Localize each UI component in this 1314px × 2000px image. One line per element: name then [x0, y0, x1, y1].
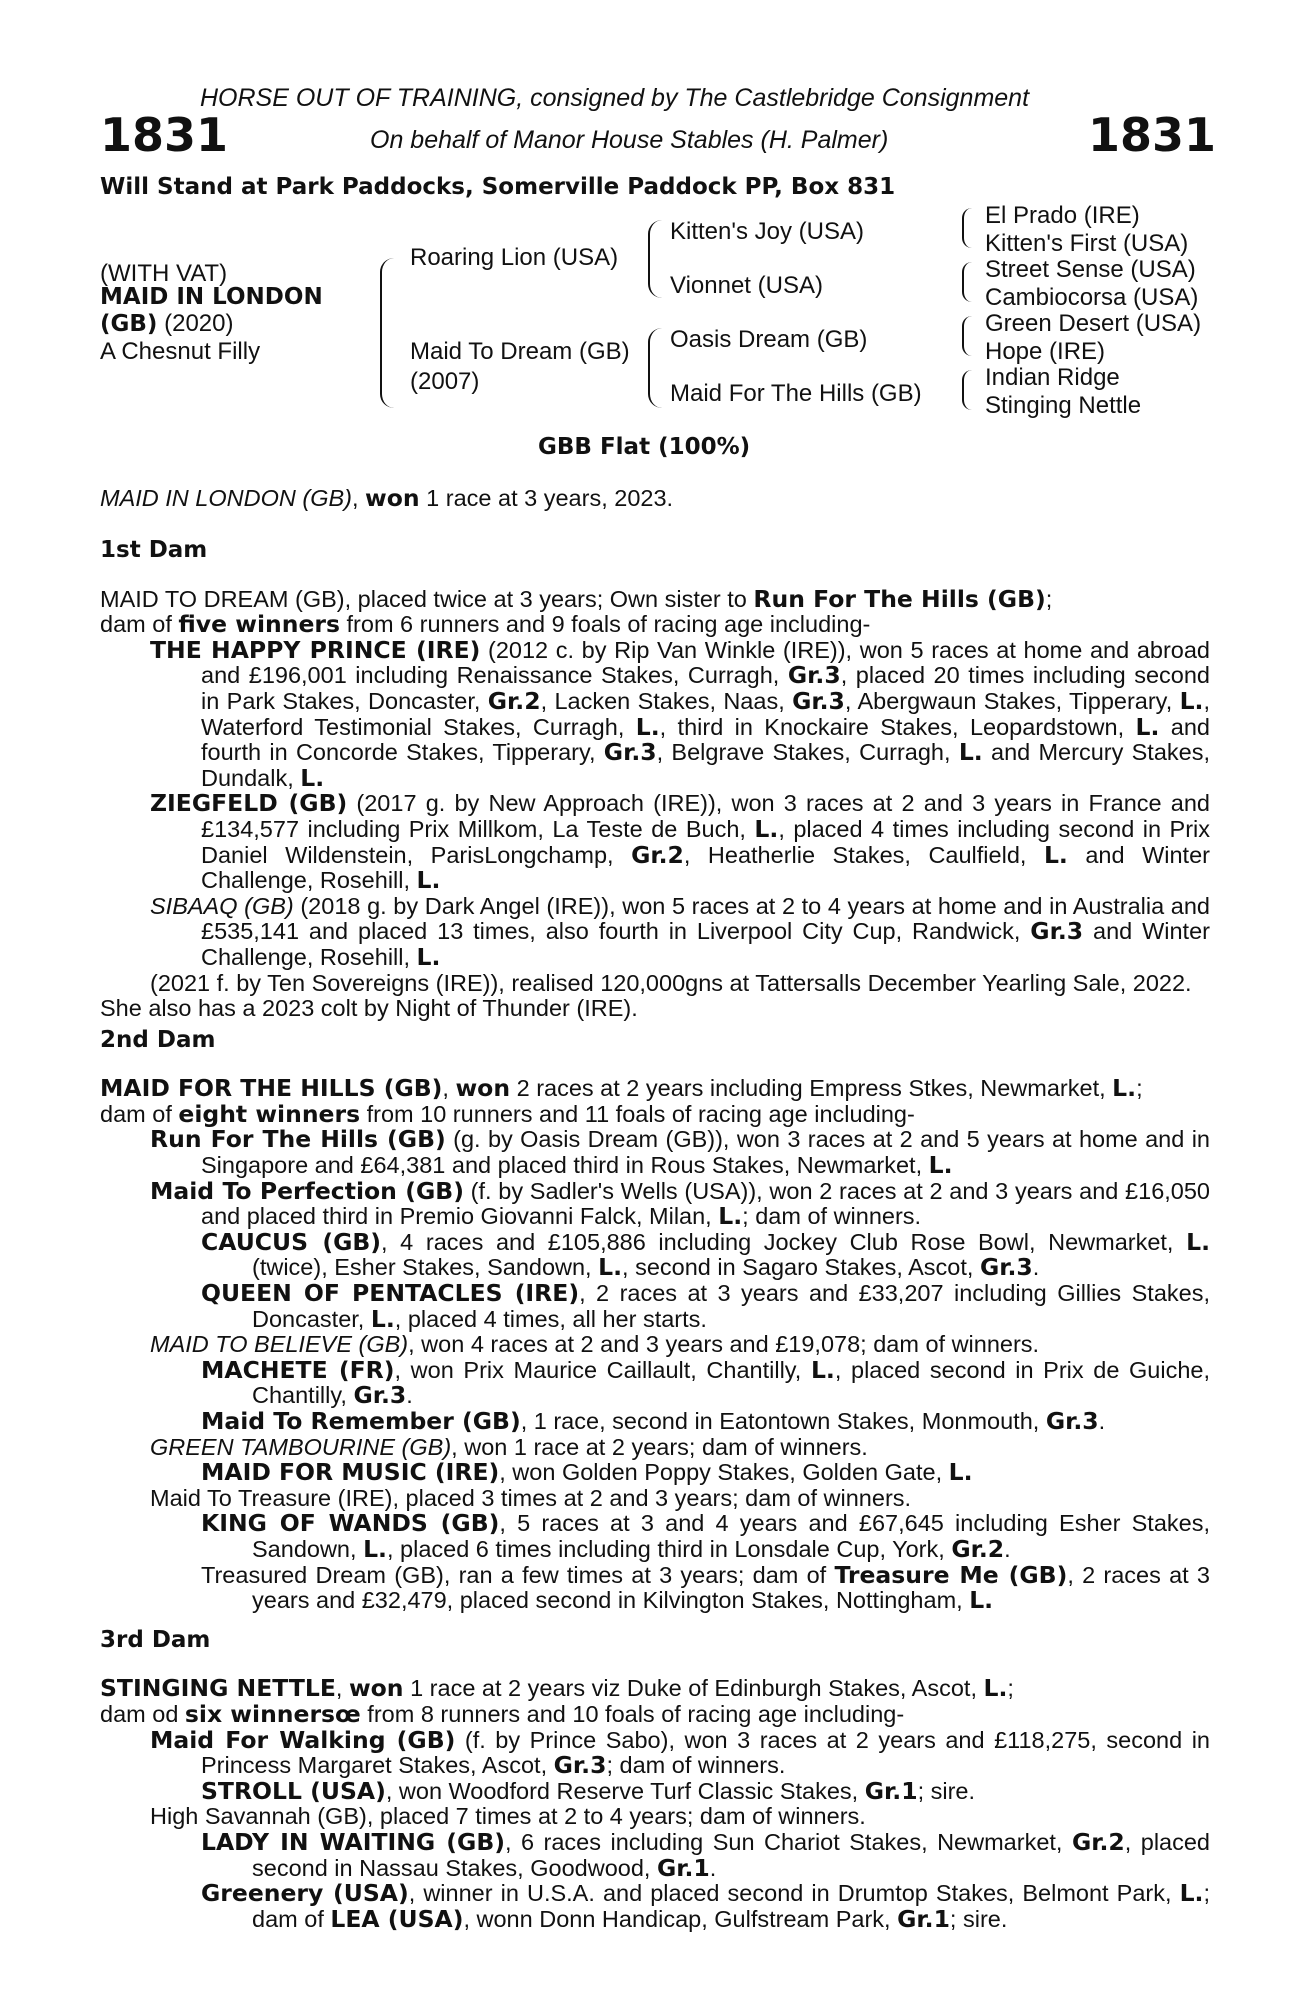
- progeny-entry: Maid To Remember (GB), 1 race, second in Eatontown Stakes, Monmouth, Gr.3.: [201, 1407, 1106, 1435]
- progeny-entry: Maid For Walking (GB) (f. by Prince Sabo), won 3 races at 2 years and £118,275, second in Princess Margaret Stakes, Ascot, Gr.3; dam of winners.: [150, 1725, 1210, 1780]
- progeny-entry: GREEN TAMBOURINE (GB), won 1 race at 2 years; dam of winners.: [150, 1433, 868, 1460]
- second-dam-heading: 2nd Dam: [100, 1026, 216, 1053]
- progeny-entry: KING OF WANDS (GB), 5 races at 3 and 4 years and £67,645 including Esher Stakes, Sandown, L., placed 6 times including third in Lonsdale Cup, York, Gr.2.: [201, 1509, 1210, 1563]
- progeny-entry: MAID FOR MUSIC (IRE), won Golden Poppy Stakes, Golden Gate, L.: [201, 1458, 973, 1487]
- progeny-entry: High Savannah (GB), placed 7 times at 2 to 4 years; dam of winners.: [150, 1803, 866, 1830]
- pedigree-brace-main: [380, 258, 396, 408]
- progeny-entry: SIBAAQ (GB) (2018 g. by Dark Angel (IRE)), won 5 races at 2 to 4 years at home and in Australia and £535,141 and placed 13 times, also fourth in Liverpool City Cup, Randwick, Gr.3 and Winter Challenge, Rosehill, L.: [150, 892, 1210, 971]
- pedigree-brace-ss: [962, 208, 972, 248]
- progeny-entry: (2021 f. by Ten Sovereigns (IRE)), realised 120,000gns at Tattersalls December Yearling Sale, 2022.: [150, 969, 1192, 996]
- progeny-entry: Run For The Hills (GB) (g. by Oasis Dream (GB)), won 3 races at 2 and 5 years at home and in Singapore and £64,381 and placed third in Rous Stakes, Newmarket, L.: [150, 1125, 1211, 1180]
- horse-country: (GB): [100, 311, 158, 337]
- pedigree-brace-dam: [648, 328, 662, 408]
- pedigree-brace-sire: [648, 220, 662, 298]
- pedigree-brace-dd: [962, 370, 972, 410]
- lot-number-left: 1831: [100, 108, 229, 162]
- dam-dam-sire: Indian Ridge: [985, 364, 1120, 391]
- third-dam-text: STINGING NETTLE, won 1 race at 2 years viz Duke of Edinburgh Stakes, Ascot, L.; dam od six winnersœ from 8 runners and 10 foals of racing age including-: [100, 1674, 1014, 1728]
- sire-sire-dam: Kitten's First (USA): [985, 230, 1189, 257]
- dam-sire-sire: Green Desert (USA): [985, 310, 1202, 337]
- progeny-entry: LADY IN WAITING (GB), 6 races including Sun Chariot Stakes, Newmarket, Gr.2, placed second in Nassau Stakes, Goodwood, Gr.1.: [201, 1827, 1211, 1882]
- sire-dam-dam: Cambiocorsa (USA): [985, 284, 1199, 311]
- progeny-entry: QUEEN OF PENTACLES (IRE), 2 races at 3 years and £33,207 including Gillies Stakes, Doncaster, L., placed 4 times, all her starts.: [201, 1279, 1210, 1333]
- record-rest: 1 race at 3 years, 2023.: [419, 485, 674, 511]
- on-behalf-line: On behalf of Manor House Stables (H. Palmer): [370, 126, 889, 154]
- dam-sire-dam: Hope (IRE): [985, 338, 1106, 365]
- sire: Roaring Lion (USA): [410, 244, 619, 271]
- first-dam-text: MAID TO DREAM (GB), placed twice at 3 years; Own sister to Run For The Hills (GB); dam of five winners from 6 runners and 9 foals of racing age including-: [100, 584, 1053, 639]
- gbb-status: GBB Flat (100%): [538, 434, 751, 460]
- pedigree-brace-ds: [962, 316, 972, 356]
- record-won: won: [365, 484, 420, 512]
- sire-dam: Vionnet (USA): [670, 272, 823, 299]
- progeny-entry: ZIEGFELD (GB) (2017 g. by New Approach (IRE)), won 3 races at 2 and 3 years in France and £134,577 including Prix Millkom, La Teste de Buch, L., placed 4 times including second in Prix Daniel Wildenstein, ParisLongchamp, Gr.2, Heatherlie Stakes, Caulfield, L. and Winter Challenge, Rosehill, L.: [150, 789, 1210, 895]
- progeny-entry: Maid To Treasure (IRE), placed 3 times at 2 and 3 years; dam of winners.: [150, 1484, 912, 1511]
- progeny-note: She also has a 2023 colt by Night of Thunder (IRE).: [100, 995, 638, 1022]
- progeny-entry: CAUCUS (GB), 4 races and £105,886 including Jockey Club Rose Bowl, Newmarket, L. (twice), Esher Stakes, Sandown, L., second in Sagaro Stakes, Ascot, Gr.3.: [201, 1227, 1210, 1282]
- stand-location: Will Stand at Park Paddocks, Somerville Paddock PP, Box 831: [100, 174, 896, 200]
- record-horse-name: MAID IN LONDON (GB): [100, 485, 352, 511]
- pedigree-brace-sd: [962, 262, 972, 302]
- horse-year: (2020): [164, 310, 234, 337]
- second-dam-text: MAID FOR THE HILLS (GB), won 2 races at 2 years including Empress Stkes, Newmarket, L.; dam of eight winners from 10 runners and 11 foals of racing age including-: [100, 1074, 1143, 1128]
- lot-number-right: 1831: [1088, 108, 1217, 162]
- progeny-entry: Maid To Perfection (GB) (f. by Sadler's Wells (USA)), won 2 races at 2 and 3 years and £16,050 and placed third in Premio Giovanni Falck, Milan, L.; dam of winners.: [150, 1176, 1210, 1231]
- dam-dam-dam: Stinging Nettle: [985, 392, 1142, 419]
- progeny-entry: STROLL (USA), won Woodford Reserve Turf Classic Stakes, Gr.1; sire.: [201, 1776, 976, 1805]
- progeny-entry: MACHETE (FR), won Prix Maurice Caillault, Chantilly, L., placed second in Prix de Guiche, Chantilly, Gr.3.: [201, 1355, 1210, 1410]
- sire-sire: Kitten's Joy (USA): [670, 218, 864, 245]
- dam-year: (2007): [410, 368, 480, 395]
- dam-sire: Oasis Dream (GB): [670, 326, 868, 353]
- dam: Maid To Dream (GB): [410, 338, 630, 365]
- third-dam-heading: 3rd Dam: [100, 1626, 211, 1653]
- first-dam-heading: 1st Dam: [100, 537, 208, 563]
- progeny-entry: THE HAPPY PRINCE (IRE) (2012 c. by Rip Van Winkle (IRE)), won 5 races at home and abroad and £196,001 including Renaissance Stakes, Curragh, Gr.3, placed 20 times including second in Park Stakes, Doncaster, Gr.2, Lacken Stakes, Naas, Gr.3, Abergwaun Stakes, Tipperary, L., Waterford Testimonial Stakes, Curragh, L., third in Knockaire Stakes, Leopardstown, L. and fourth in Concorde Stakes, Tipperary, Gr.3, Belgrave Stakes, Curragh, L. and Mercury Stakes, Dundalk, L.: [150, 635, 1211, 792]
- vat-note: (WITH VAT): [100, 260, 228, 287]
- horse-country-year: [100, 310, 233, 338]
- horse-name: MAID IN LONDON: [100, 284, 323, 310]
- progeny-entry: Treasured Dream (GB), ran a few times at 3 years; dam of Treasure Me (GB), 2 races at 3 years and £32,479, placed second in Kilvington Stakes, Nottingham, L.: [201, 1560, 1211, 1615]
- horse-description: A Chesnut Filly: [100, 338, 261, 365]
- progeny-entry: Greenery (USA), winner in U.S.A. and placed second in Drumtop Stakes, Belmont Park, L.; dam of LEA (USA), wonn Donn Handicap, Gulfstream Park, Gr.1; sire.: [201, 1879, 1211, 1933]
- dam-dam: Maid For The Hills (GB): [670, 380, 922, 407]
- consignor-line: HORSE OUT OF TRAINING, consigned by The Castlebridge Consignment: [200, 84, 1030, 112]
- race-record: MAID IN LONDON (GB), won 1 race at 3 years, 2023.: [100, 484, 674, 512]
- pedigree-notes: [100, 532, 1210, 1932]
- sire-dam-sire: Street Sense (USA): [985, 256, 1196, 283]
- progeny-entry: MAID TO BELIEVE (GB), won 4 races at 2 and 3 years and £19,078; dam of winners.: [150, 1331, 1040, 1358]
- sire-sire-sire: El Prado (IRE): [985, 202, 1140, 229]
